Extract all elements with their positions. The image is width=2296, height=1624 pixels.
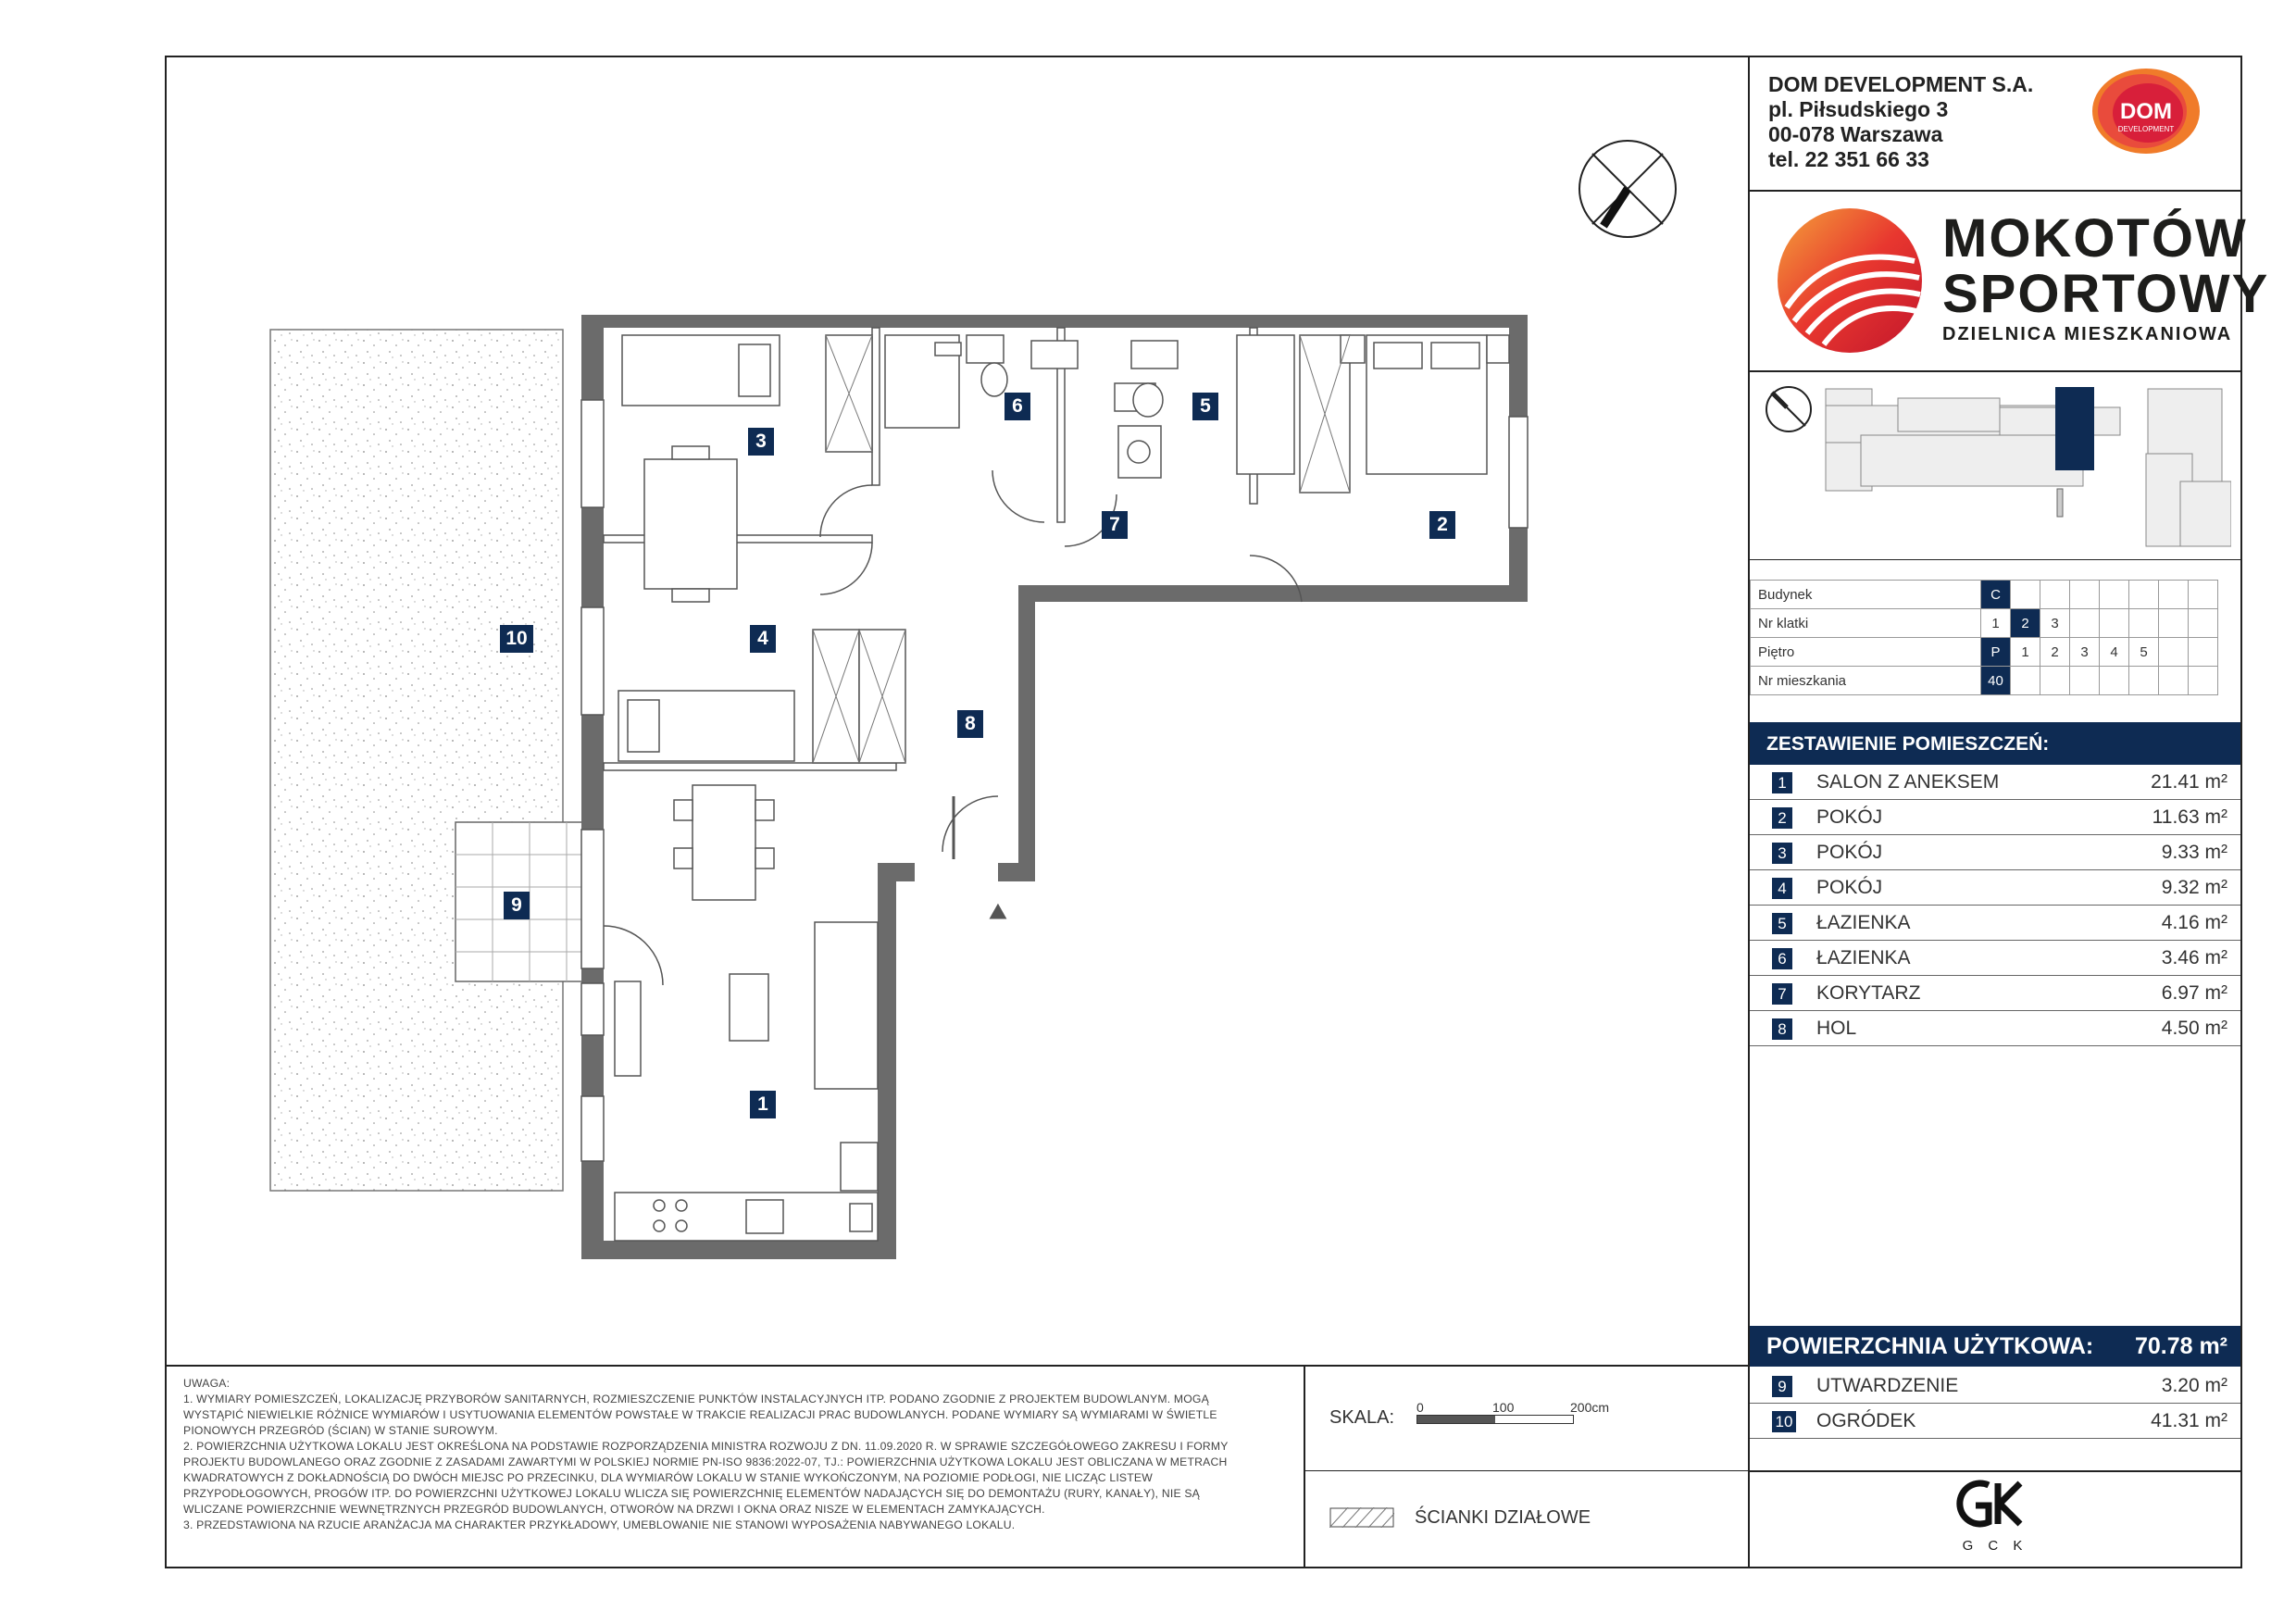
notes-line: WLICZANE POWIERZCHNIE WEWNĘTRZNYCH PRZEGRÓD BUDOWLANYCH, OTWORÓW NA DRZWI I OKNA ORAZ NISZE W ELEMENTACH ZAMYKAJĄCYCH.	[183, 1503, 1045, 1516]
room-row: 4 POKÓJ 9.32 m²	[1750, 870, 2240, 906]
notes-line: WYSTĄPIĆ NIEWIELKIE RÓŻNICE WYMIARÓW I USYTUOWANIA ELEMENTÓW POWSTAŁE W TRAKCIE REALIZACJI PRAC BUDOWLANYCH. PODANE WYMIARY SĄ WYMIARAMI W ŚWIETLE	[183, 1408, 1217, 1421]
notes-line: 3. PRZEDSTAWIONA NA RZUCIE ARANŻACJA MA CHARAKTER PRZYKŁADOWY, UMEBLOWANIE NIE STANOWI WYPOSAŻENIA NABYWANEGO LOKALU.	[183, 1518, 1016, 1531]
apartment-value: 40	[1981, 667, 2011, 695]
room-row: 3 POKÓJ 9.33 m²	[1750, 835, 2240, 870]
floor-4: 4	[2100, 638, 2129, 667]
floor-3: 3	[2070, 638, 2100, 667]
room-row: 8 HOL 4.50 m²	[1750, 1011, 2240, 1046]
plan-label-room-4: 4	[750, 625, 776, 653]
extras-list	[1750, 1368, 2240, 1439]
rooms-list	[1750, 765, 2240, 1046]
scale-tick-0: 0	[1416, 1400, 1424, 1415]
notes-title: UWAGA:	[183, 1377, 231, 1390]
project-title-line1: MOKOTÓW	[1942, 208, 2248, 269]
building-label: Budynek	[1751, 581, 1981, 609]
plan-label-room-5: 5	[1192, 393, 1218, 420]
stairwell-1: 1	[1981, 609, 2011, 638]
room-row: 5 ŁAZIENKA 4.16 m²	[1750, 906, 2240, 941]
plan-label-room-7: 7	[1102, 511, 1128, 539]
usable-area-value: 70.78 m²	[2134, 1333, 2227, 1359]
floor-plan	[250, 315, 1611, 1282]
usable-area-bar	[1750, 1326, 2240, 1367]
plan-label-room-1: 1	[750, 1091, 776, 1118]
floor-label: Piętro	[1751, 638, 1981, 667]
notes-line: 2. POWIERZCHNIA UŻYTKOWA LOKALU JEST OKREŚLONA NA PODSTAWIE ROZPORZĄDZENIA MINISTRA ROZWOJU Z DN. 11.09.2020 R. W SPRAWIE SZCZEGÓŁOWEGO ZAKRESU I FORMY	[183, 1440, 1229, 1453]
header-rule	[1750, 190, 2242, 192]
partition-legend-swatch	[1329, 1507, 1394, 1528]
gck-rule	[1750, 1470, 2242, 1472]
floor-P: P	[1981, 638, 2011, 667]
north-compass-icon	[1576, 137, 1679, 245]
scale-divider	[1304, 1365, 1305, 1568]
extra-row: 9 UTWARDZENIE 3.20 m²	[1750, 1368, 2240, 1404]
gck-logo	[1944, 1476, 2046, 1554]
floor-1: 1	[2011, 638, 2040, 667]
plan-label-room-3: 3	[748, 428, 774, 456]
company-address1: pl. Piłsudskiego 3	[1768, 97, 1949, 121]
room-row: 1 SALON Z ANEKSEM 21.41 m²	[1750, 765, 2240, 800]
plan-label-room-9: 9	[504, 892, 530, 919]
scale-label: SKALA:	[1329, 1407, 1395, 1428]
company-info	[1768, 72, 2033, 172]
usable-area-label: POWIERZCHNIA UŻYTKOWA:	[1766, 1333, 2094, 1359]
company-address2: 00-078 Warszawa	[1768, 122, 1943, 146]
scale-tick-100: 100	[1492, 1400, 1515, 1415]
dom-logo-subtext: DEVELOPMENT	[2117, 125, 2175, 133]
legend-divider	[1304, 1470, 1750, 1471]
dom-logo-text: DOM	[2120, 99, 2172, 124]
room-row: 2 POKÓJ 11.63 m²	[1750, 800, 2240, 835]
company-name: DOM DEVELOPMENT S.A.	[1768, 72, 2034, 96]
mokotow-logo-mark	[1776, 206, 1924, 360]
project-title-line2: SPORTOWY	[1942, 264, 2270, 324]
stairwell-3: 3	[2040, 609, 2070, 638]
scale-tick-200: 200cm	[1570, 1400, 1610, 1415]
rooms-header: ZESTAWIENIE POMIESZCZEŃ:	[1750, 722, 2240, 765]
floor-2: 2	[2040, 638, 2070, 667]
room-row: 7 KORYTARZ 6.97 m²	[1750, 976, 2240, 1011]
extra-row: 10 OGRÓDEK 41.31 m²	[1750, 1404, 2240, 1439]
apartment-label: Nr mieszkania	[1751, 667, 1981, 695]
stairwell-label: Nr klatki	[1751, 609, 1981, 638]
key-plan	[1759, 380, 2231, 560]
stairwell-2: 2	[2011, 609, 2040, 638]
building-value: C	[1981, 581, 2011, 609]
notes-line: PRZYPODŁOGOWYCH, PROGÓW ITP. DO POWIERZCHNI UŻYTKOWEJ LOKALU WLICZA SIĘ POWIERZCHNIĘ ELEMENTÓW NADAJĄCYCH SIĘ DO DEMONTAŻU (RURY, KANAŁY), NIE SĄ	[183, 1487, 1201, 1500]
company-phone: tel. 22 351 66 33	[1768, 147, 1929, 171]
notes-block	[183, 1376, 1291, 1533]
notes-line: PIONOWYCH PRZEGRÓD (ŚCIAN) W STANIE SUROWYM.	[183, 1424, 498, 1437]
notes-line: PROJEKTU BUDOWLANEGO ORAZ ZGODNIE Z ZASADAMI ZAWARTYMI W POLSKIEJ NORMIE PN-ISO 9836:2022-07, TJ.: POWIERZCHNIA UŻYTKOWA LOKALU JEST OBLICZANA W METRACH	[183, 1455, 1228, 1468]
partition-legend-label: ŚCIANKI DZIAŁOWE	[1415, 1507, 1591, 1528]
dom-development-logo	[2087, 65, 2207, 157]
floor-5: 5	[2129, 638, 2159, 667]
notes-line: 1. WYMIARY POMIESZCZEŃ, LOKALIZACJĘ PRZYBORÓW SANITARNYCH, ROZMIESZCZENIE PUNKTÓW INSTALACYJNYCH ITP. PODANO ZGODNIE Z PROJEKTEM BUDOWLANYM. MOGĄ	[183, 1393, 1209, 1405]
plan-label-room-8: 8	[957, 710, 983, 738]
notes-line: KWADRATOWYCH Z DOKŁADNOŚCIĄ DO DWÓCH MIEJSC PO PRZECINKU, DLA WYMIARÓW LOKALU W STANIE WYKOŃCZONYM, NA POZIOMIE PODŁOGI, NIE LICZĄC LISTEW	[183, 1471, 1153, 1484]
notes-divider	[165, 1365, 1750, 1367]
gck-logo-text: G C K	[1962, 1538, 2028, 1554]
plan-label-room-6: 6	[1004, 393, 1030, 420]
project-subtitle: DZIELNICA MIESZKANIOWA	[1942, 324, 2233, 344]
room-row: 6 ŁAZIENKA 3.46 m²	[1750, 941, 2240, 976]
brand-rule	[1750, 370, 2242, 372]
apartment-info-table	[1750, 580, 2218, 695]
scale-bar	[1416, 1415, 1574, 1424]
project-title	[1942, 208, 2270, 324]
plan-label-room-10: 10	[500, 625, 533, 653]
plan-label-room-2: 2	[1429, 511, 1455, 539]
